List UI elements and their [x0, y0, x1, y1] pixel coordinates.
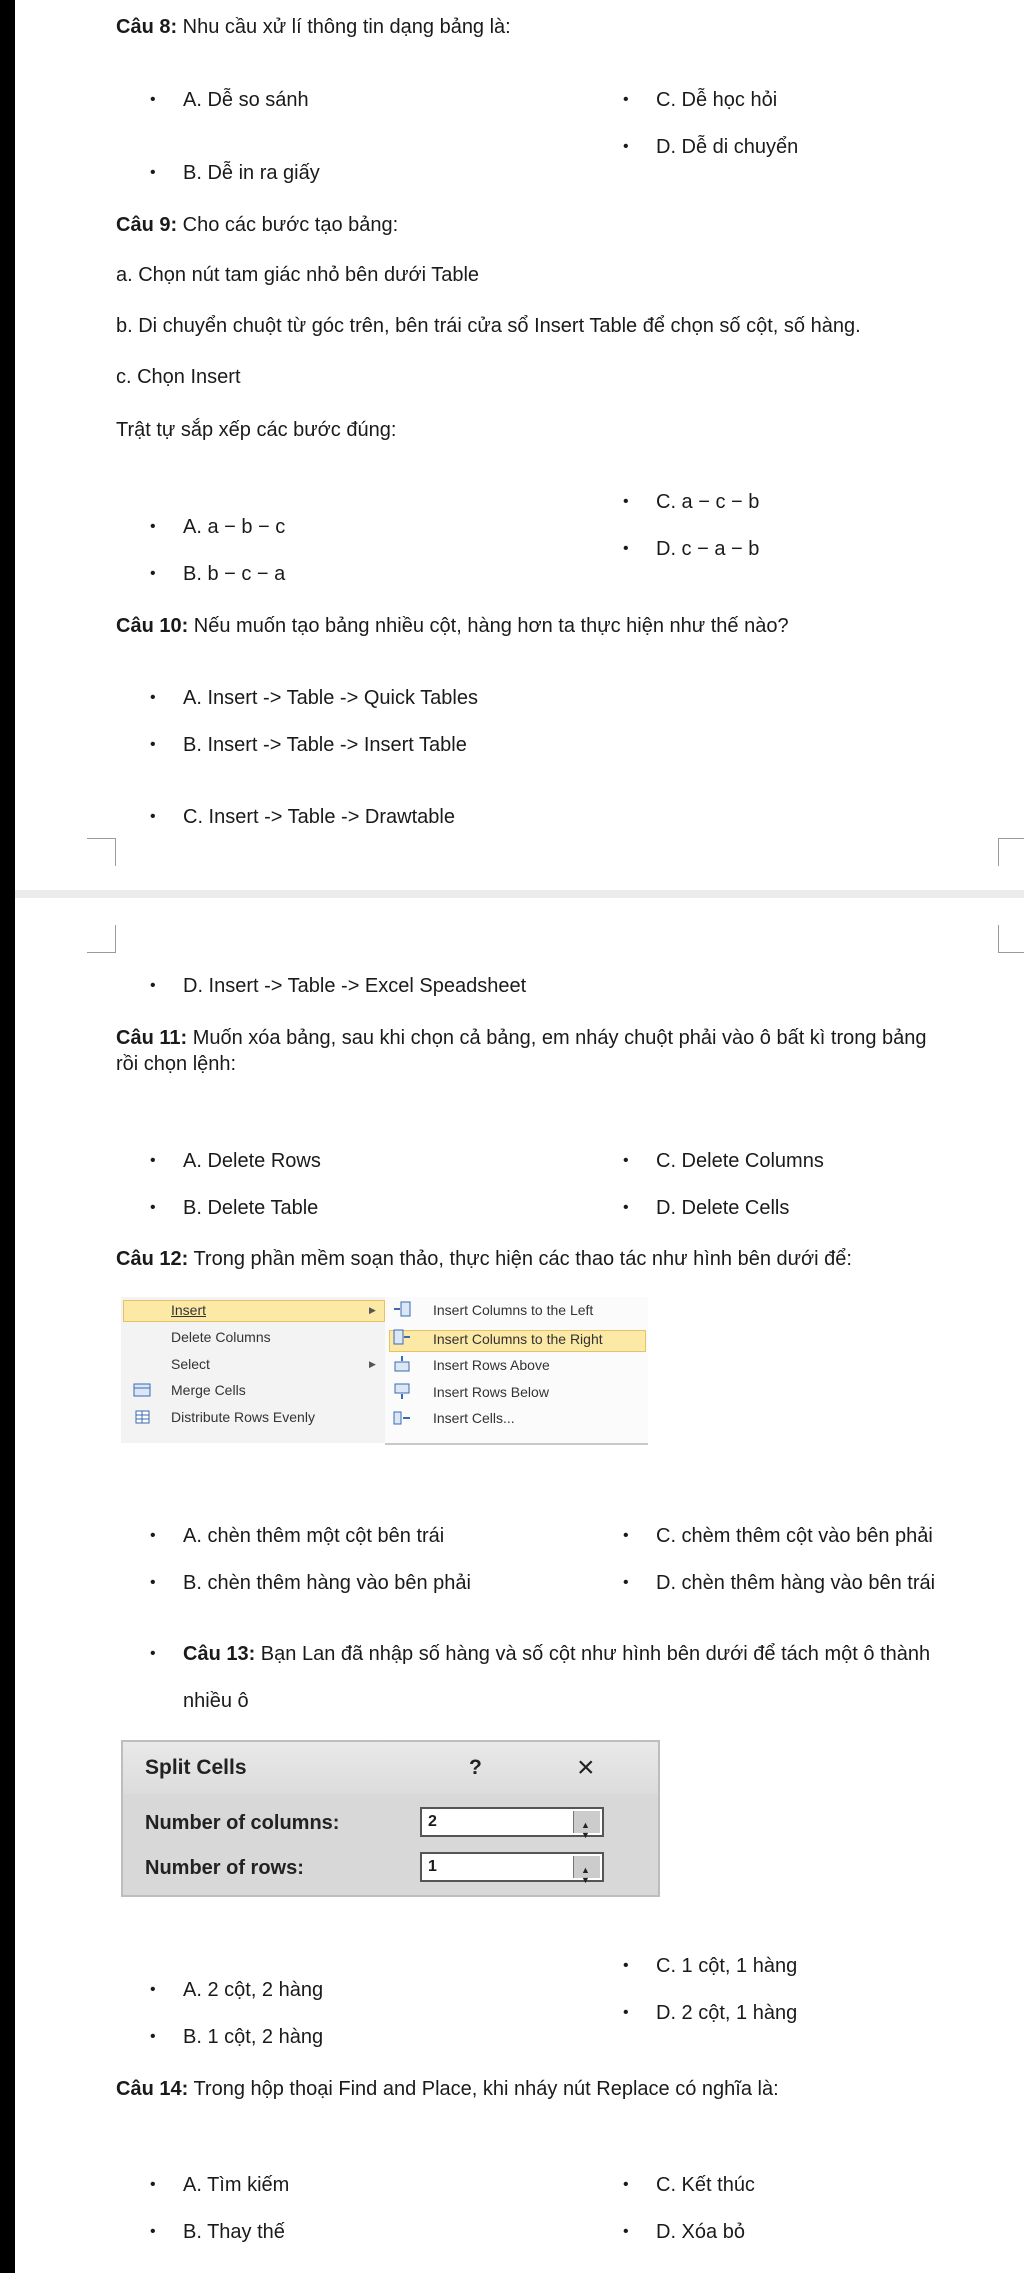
page-corner-mark — [87, 925, 116, 953]
insert-row-above-icon — [393, 1356, 411, 1372]
table-context-menu-image — [121, 1297, 648, 1443]
rows-label: Number of rows: — [145, 1857, 304, 1879]
insert-row-below-icon — [393, 1383, 411, 1399]
question-label: Câu 8: — [116, 16, 178, 38]
option-a: • A. Insert -> Table -> Quick Tables — [183, 685, 478, 711]
insert-cells-icon — [393, 1410, 411, 1426]
submenu-insert-columns-left[interactable]: Insert Columns to the Left — [433, 1302, 594, 1318]
question-label: Câu 14: — [116, 2078, 189, 2100]
step-b: b. Di chuyển chuột từ góc trên, bên trái cửa sổ Insert Table để chọn số cột, số hàng. — [116, 315, 861, 337]
option-d: • D. chèn thêm hàng vào bên trái — [656, 1570, 935, 1596]
option-c: • C. Dễ học hỏi — [656, 87, 777, 113]
left-edge-bar — [0, 0, 15, 2273]
option-b: • B. Delete Table — [183, 1195, 318, 1221]
close-icon[interactable]: × — [577, 1751, 595, 1784]
question-text: Nếu muốn tạo bảng nhiều cột, hàng hơn ta thực hiện như thế nào? — [188, 615, 789, 637]
question-12 — [116, 1246, 852, 1272]
question-text: Bạn Lan đã nhập số hàng và số cột như hình bên dưới để tách một ô thành — [255, 1643, 931, 1665]
question-label: Câu 12: — [116, 1248, 189, 1270]
question-text: Trong phần mềm soạn thảo, thực hiện các thao tác như hình bên dưới để: — [188, 1248, 852, 1270]
columns-value: 2 — [428, 1813, 437, 1830]
question-9 — [116, 212, 398, 238]
question-text: Cho các bước tạo bảng: — [177, 214, 399, 236]
merge-cells-icon — [133, 1382, 151, 1398]
help-button[interactable]: ? — [469, 1756, 482, 1779]
step-c: c. Chọn Insert — [116, 366, 241, 388]
question-label: Câu 11: — [116, 1027, 188, 1049]
option-b: • B. 1 cột, 2 hàng — [183, 2024, 323, 2050]
option-d: • D. Insert -> Table -> Excel Speadsheet — [183, 973, 526, 999]
distribute-rows-icon — [133, 1409, 151, 1425]
question-text-cont: rồi chọn lệnh: — [116, 1053, 237, 1075]
step-a: a. Chọn nút tam giác nhỏ bên dưới Table — [116, 264, 480, 286]
option-c: • C. Kết thúc — [656, 2172, 755, 2198]
insert-column-left-icon — [393, 1301, 411, 1317]
submenu-arrow-icon: ▶ — [369, 1305, 376, 1315]
question-text-cont: nhiều ô — [183, 1690, 249, 1712]
dialog-title: Split Cells — [145, 1756, 247, 1779]
option-d: • D. Xóa bỏ — [656, 2219, 745, 2245]
question-label: Câu 9: — [116, 214, 178, 236]
page-break-gap — [15, 890, 1024, 898]
menu-item-distribute-rows[interactable]: Distribute Rows Evenly — [171, 1409, 315, 1425]
option-b: • B. chèn thêm hàng vào bên phải — [183, 1570, 471, 1596]
submenu-insert-rows-above[interactable]: Insert Rows Above — [433, 1357, 550, 1373]
option-d: • D. c − a − b — [656, 536, 759, 562]
option-c: • C. chèm thêm cột vào bên phải — [656, 1523, 933, 1549]
split-cells-dialog — [121, 1740, 660, 1897]
question-text: Muốn xóa bảng, sau khi chọn cả bảng, em nháy chuột phải vào ô bất kì trong bảng — [187, 1027, 927, 1049]
option-a: • A. a − b − c — [183, 514, 285, 540]
page-corner-mark — [998, 925, 1024, 953]
submenu-arrow-icon: ▶ — [369, 1359, 376, 1369]
question-11 — [116, 1025, 927, 1051]
submenu-insert-columns-right[interactable]: Insert Columns to the Right — [433, 1331, 603, 1347]
option-a: • A. Tìm kiếm — [183, 2172, 289, 2198]
option-c: • C. a − c − b — [656, 489, 759, 515]
option-b: • B. Thay thế — [183, 2219, 285, 2245]
question-8 — [116, 14, 511, 40]
menu-item-delete-columns[interactable]: Delete Columns — [171, 1329, 271, 1345]
rows-value: 1 — [428, 1858, 437, 1875]
question-13 — [183, 1641, 930, 1667]
spinner-icon[interactable]: ▲ ▼ — [573, 1811, 600, 1833]
columns-label: Number of columns: — [145, 1812, 340, 1834]
menu-highlight — [123, 1300, 385, 1322]
option-c: • C. Insert -> Table -> Drawtable — [183, 804, 455, 830]
menu-item-insert[interactable]: Insert — [171, 1302, 207, 1318]
page-corner-mark — [87, 838, 116, 866]
page-corner-mark — [998, 838, 1024, 866]
question-text: Nhu cầu xử lí thông tin dạng bảng là: — [177, 16, 511, 38]
columns-input[interactable] — [420, 1807, 604, 1840]
option-a: • A. Dễ so sánh — [183, 87, 309, 113]
option-b: • B. Dễ in ra giấy — [183, 160, 320, 186]
option-a: • A. 2 cột, 2 hàng — [183, 1977, 323, 2003]
option-d: • D. 2 cột, 1 hàng — [656, 2000, 797, 2026]
question-label: Câu 13: — [183, 1643, 256, 1665]
option-a: • A. Delete Rows — [183, 1148, 321, 1174]
question-text: Trong hộp thoại Find and Place, khi nháy nút Replace có nghĩa là: — [188, 2078, 779, 2100]
rows-input[interactable] — [420, 1852, 604, 1885]
option-b: • B. b − c − a — [183, 561, 285, 587]
submenu-insert-cells[interactable]: Insert Cells... — [433, 1410, 515, 1426]
option-d: • D. Delete Cells — [656, 1195, 789, 1221]
spinner-icon[interactable]: ▲ ▼ — [573, 1856, 600, 1878]
menu-item-merge-cells[interactable]: Merge Cells — [171, 1382, 246, 1398]
question-10 — [116, 613, 789, 639]
option-b: • B. Insert -> Table -> Insert Table — [183, 732, 467, 758]
option-d: • D. Dễ di chuyển — [656, 134, 798, 160]
question-14 — [116, 2076, 779, 2102]
question-label: Câu 10: — [116, 615, 189, 637]
option-c: • C. Delete Columns — [656, 1148, 824, 1174]
menu-item-select[interactable]: Select — [171, 1356, 210, 1372]
order-prompt: Trật tự sắp xếp các bước đúng: — [116, 419, 397, 441]
option-a: • A. chèn thêm một cột bên trái — [183, 1523, 444, 1549]
submenu-insert-rows-below[interactable]: Insert Rows Below — [433, 1384, 549, 1400]
insert-column-right-icon — [393, 1329, 411, 1345]
option-c: • C. 1 cột, 1 hàng — [656, 1953, 797, 1979]
